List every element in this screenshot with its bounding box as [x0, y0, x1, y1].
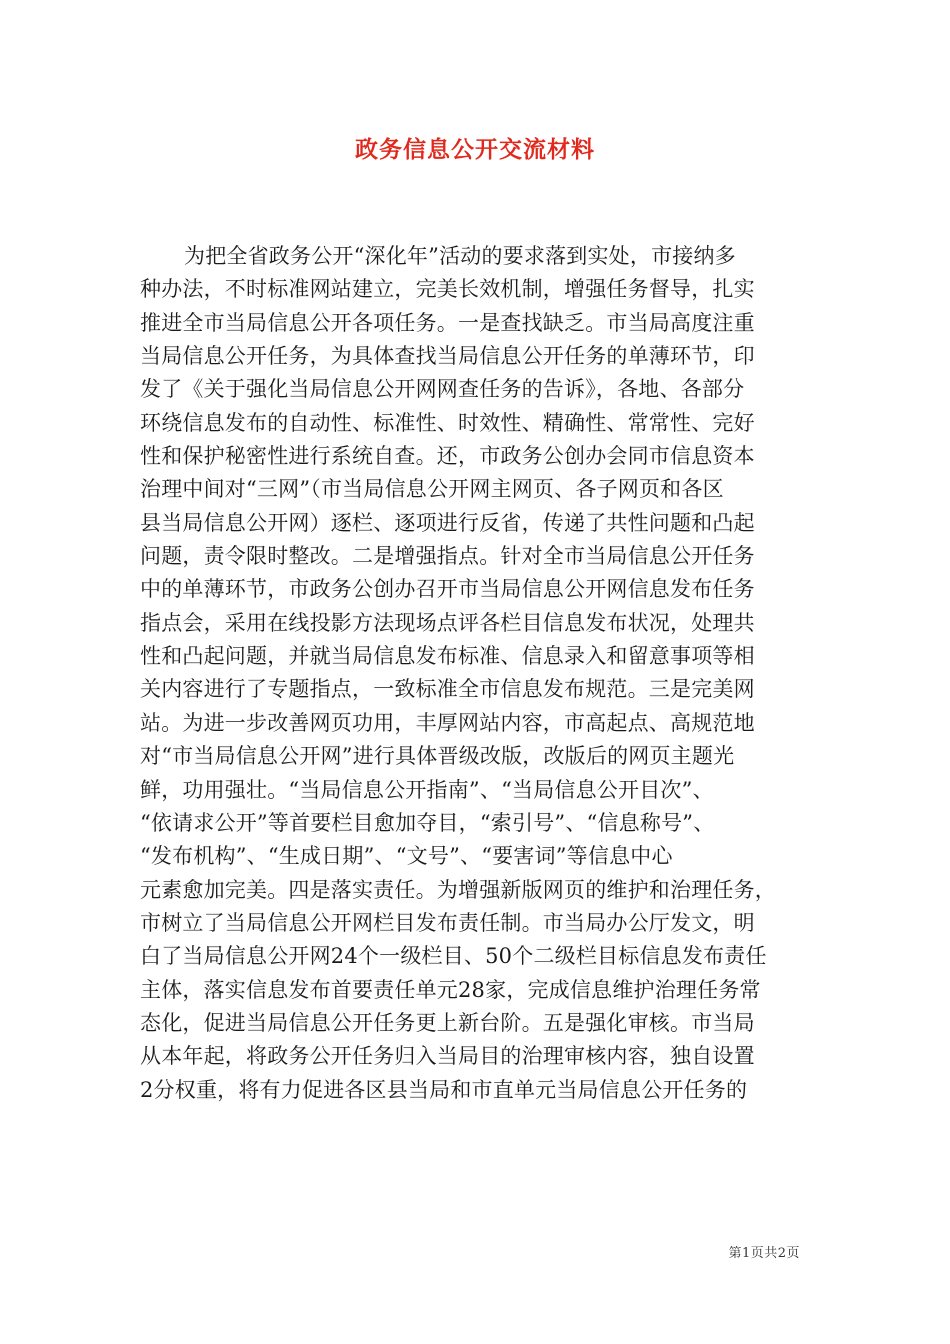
text-line: 当局信息公开任务，为具体查找当局信息公开任务的单薄环节，印 — [140, 344, 755, 369]
text-line: 中的单薄环节，市政务公创办召开市当局信息公开网信息发布任务 — [140, 577, 755, 602]
text-line: 主体，落实信息发布首要责任单元28家，完成信息维护治理任务常 — [140, 977, 761, 1002]
text-line: 环绕信息发布的自动性、标准性、时效性、精确性、常常性、完好 — [140, 410, 755, 435]
text-line: 市树立了当局信息公开网栏目发布责任制。市当局办公厅发文，明 — [140, 910, 755, 935]
document-title: 政务信息公开交流材料 — [355, 136, 595, 163]
page-number: 第1页共2页 — [728, 1246, 800, 1261]
text-line: 问题，责令限时整改。二是增强指点。针对全市当局信息公开任务 — [140, 544, 755, 569]
text-line: 鲜，功用强壮。“当局信息公开指南”、“当局信息公开目次”、 — [140, 777, 714, 802]
text-line: 从本年起，将政务公开任务归入当局目的治理审核内容，独自设置 — [140, 1044, 755, 1069]
text-line: 种办法，不时标准网站建立，完美长效机制，增强任务督导，扎实 — [140, 277, 755, 302]
text-line: 县当局信息公开网）逐栏、逐项进行反省，传递了共性问题和凸起 — [140, 510, 755, 535]
text-line: 性和凸起问题，并就当局信息发布标准、信息录入和留意事项等相 — [140, 644, 755, 669]
text-line: “发布机构”、“生成日期”、“文号”、“要害词”等信息中心 — [140, 844, 673, 869]
text-line: 对“市当局信息公开网”进行具体晋级改版，改版后的网页主题光 — [140, 744, 735, 769]
body-text — [140, 240, 820, 1107]
text-line: 性和保护秘密性进行系统自查。还，市政务公创办会同市信息资本 — [140, 444, 755, 469]
text-line: 元素愈加完美。四是落实责任。为增强新版网页的维护和治理任务， — [140, 877, 776, 902]
text-line: 发了《关于强化当局信息公开网网查任务的告诉》，各地、各部分 — [140, 377, 745, 402]
text-line: 推进全市当局信息公开各项任务。一是查找缺乏。市当局高度注重 — [140, 310, 755, 335]
text-line: 2分权重，将有力促进各区县当局和市直单元当局信息公开任务的 — [140, 1077, 748, 1102]
text-line: 指点会，采用在线投影方法现场点评各栏目信息发布状况，处理共 — [140, 610, 755, 635]
text-line: 治理中间对“三网”（市当局信息公开网主网页、各子网页和各区 — [140, 477, 724, 502]
text-line: “依请求公开”等首要栏目愈加夺目，“索引号”、“信息称号”、 — [140, 810, 715, 835]
text-line: 站。为进一步改善网页功用，丰厚网站内容，市高起点、高规范地 — [140, 710, 755, 735]
text-line: 白了当局信息公开网24个一级栏目、50个二级栏目标信息发布责任 — [140, 944, 767, 969]
text-line: 关内容进行了专题指点，一致标准全市信息发布规范。三是完美网 — [140, 677, 755, 702]
text-line: 为把全省政务公开“深化年”活动的要求落到实处，市接纳多 — [184, 244, 736, 268]
text-line: 态化，促进当局信息公开任务更上新台阶。五是强化审核。市当局 — [140, 1010, 755, 1035]
